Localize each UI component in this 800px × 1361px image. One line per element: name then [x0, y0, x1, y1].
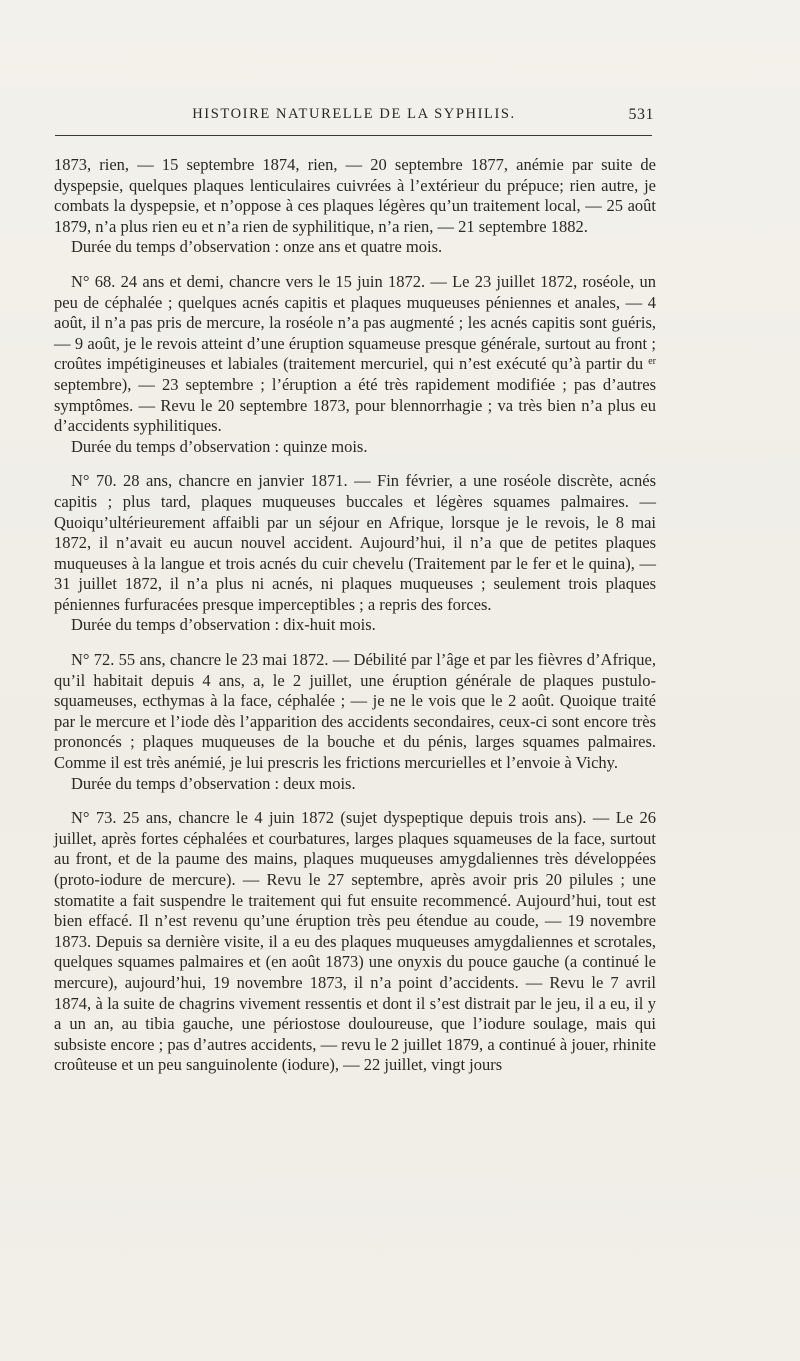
case-68-text-part2: septembre), — 23 septembre ; l’éruption a été très rapidement modifiée ; pas d’autres symptômes. — Revu le 20 septembre 1873, pour blennorrhagie ; va très bien n’a plus eu d’accidents syphilitiques. [54, 374, 656, 436]
case-68 [54, 272, 656, 437]
duration-line: Durée du temps d’observation : quinze mois. [71, 436, 368, 456]
duration-line: Durée du temps d’observation : dix-huit mois. [71, 615, 376, 635]
body-text [54, 155, 656, 1076]
running-title: HISTOIRE NATURELLE DE LA SYPHILIS. [192, 106, 516, 122]
running-header [54, 106, 654, 128]
paragraph-continuation: 1873, rien, — 15 septembre 1874, rien, — 20 septembre 1877, anémie par suite de dyspepsie, quelques plaques lenticulaires cuivrées à l’extérieur du prépuce; rien autre, je combats la dyspepsie, et n’oppose à ces plaques légères qu’un traitement local, — 25 août 1879, n’a plus rien eu et n’a rien de syphilitique, n’a rien, — 21 septembre 1882. [54, 155, 656, 236]
case-68-text-part1: N° 68. 24 ans et demi, chancre vers le 15 juin 1872. — Le 23 juillet 1872, roséole, un peu de céphalée ; quelques acnés capitis et plaques muqueuses péniennes et anales, — 4 août, il n’a pas pris de mercure, la roséole n’a pas augmenté ; les acnés capitis sont guéris, — 9 août, je le revois atteint d’une éruption squameuse presque générale, surtout au front ; croûtes impétigineuses et labiales (traitement mercuriel, qui n’est exécuté qu’à partir du [54, 271, 656, 374]
duration-line: Durée du temps d’observation : deux mois. [71, 773, 356, 793]
case-70: N° 70. 28 ans, chancre en janvier 1871. — Fin février, a une roséole discrète, acnés capitis ; plus tard, plaques muqueuses buccales et légères squames palmaires. — Quoiqu’ultérieurement affaibli par un séjour en Afrique, lorsque je le revois, le 8 mai 1872, il n’avait eu aucun nouvel accident. Aujourd’hui, il n’a que de petites plaques muqueuses à la langue et trois acnés du cuir chevelu (Traitement par le fer et le quina), — 31 juillet 1872, il n’a plus ni acnés, ni plaques muqueuses ; seulement trois plaques péniennes furfuracées presque imperceptibles ; a repris des forces. [54, 471, 656, 614]
case-73: N° 73. 25 ans, chancre le 4 juin 1872 (sujet dyspeptique depuis trois ans). — Le 26 juillet, après fortes céphalées et courbatures, larges plaques squameuses de la face, surtout au front, et de la paume des mains, plaques muqueuses amygdaliennes très développées (proto-iodure de mercure). — Revu le 27 septembre, après avoir pris 20 pilules ; une stomatite a fait suspendre le traitement qui fut ensuite recommencé. Aujourd’hui, tout est bien effacé. Il n’est revenu qu’une éruption très peu étendue au coude, — 19 novembre 1873. Depuis sa dernière visite, il a eu des plaques muqueuses amygdaliennes et scrotales, quelques squames palmaires et (en août 1873) une onyxis du pouce gauche (a continué le mercure), aujourd’hui, 19 novembre 1873, il n’a point d’accidents. — Revu le 7 avril 1874, à la suite de chagrins vivement ressentis et dont il s’est distrait par le jeu, il a eu, il y a un an, au tibia gauche, une périostose douloureuse, que l’iodure soulage, mais qui subsiste encore ; pas d’autres accidents, — revu le 2 juillet 1879, a continué à jouer, rhinite croûteuse et un peu sanguinolente (iodure), — 22 juillet, vingt jours [54, 808, 656, 1075]
page-number: 531 [628, 106, 654, 123]
duration-line: Durée du temps d’observation : onze ans et quatre mois. [71, 237, 443, 257]
header-rule [55, 135, 652, 136]
superscript-er: er [648, 356, 656, 368]
case-72: N° 72. 55 ans, chancre le 23 mai 1872. — Débilité par l’âge et par les fièvres d’Afrique, qu’il habitait depuis 4 ans, a, le 2 juillet, une éruption générale de plaques pustulo-squameuses, ecthymas à la face, céphalée ; — je ne le vois que le 2 août. Quoique traité par le mercure et l’iode dès l’apparition des accidents secondaires, ceux-ci sont encore très prononcés ; plaques muqueuses de la bouche et du pénis, larges squames palmaires. Comme il est très anémié, je lui prescris les frictions mercurielles et l’envoie à Vichy. [54, 650, 656, 773]
